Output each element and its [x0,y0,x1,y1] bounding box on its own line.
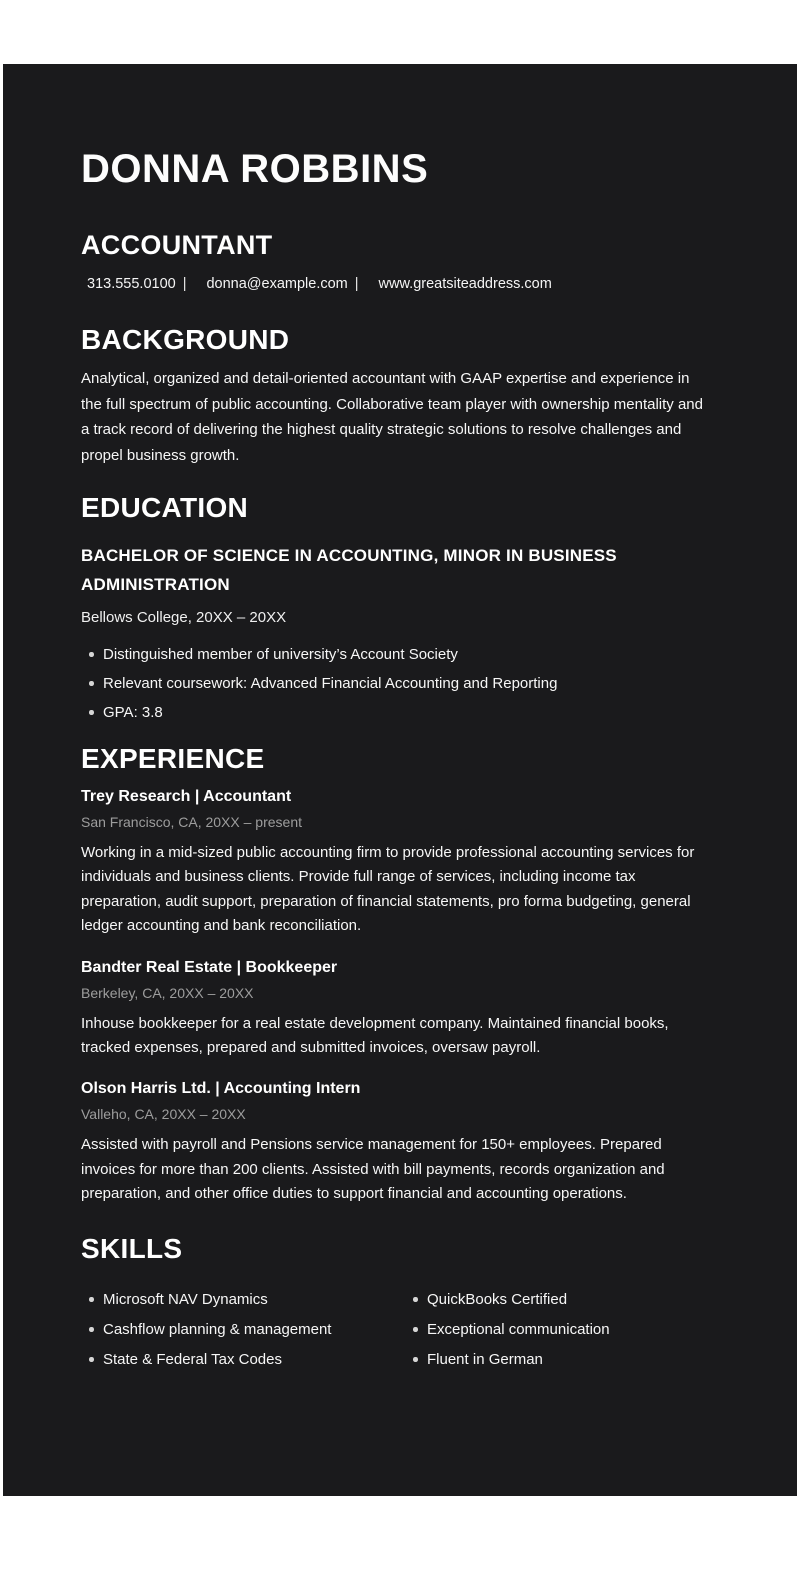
list-item: QuickBooks Certified [405,1285,713,1315]
list-item: GPA: 3.8 [81,698,713,727]
job-location-dates: Valleho, CA, 20XX – 20XX [81,1106,246,1123]
phone-number: 313.555.0100 [87,276,176,292]
list-item: Cashflow planning & management [81,1315,389,1345]
skills-heading: SKILLS [81,1232,183,1264]
skills-section [81,1232,719,1375]
website-url: www.greatsiteaddress.com [378,276,552,292]
list-item: Distinguished member of university’s Account Society [81,640,713,669]
job-title-company: Olson Harris Ltd. | Accounting Intern [81,1080,361,1098]
job-location-dates: Berkeley, CA, 20XX – 20XX [81,984,254,1001]
list-item: Microsoft NAV Dynamics [81,1285,389,1315]
education-bullet-list [81,640,713,727]
school-and-dates: Bellows College, 20XX – 20XX [81,609,287,626]
background-heading: BACKGROUND [81,324,290,355]
degree-title: BACHELOR OF SCIENCE IN ACCOUNTING, MINOR IN BUSINESS ADMINISTRATION [81,546,617,594]
job-title-company: Bandter Real Estate | Bookkeeper [81,958,338,976]
contact-separator: | [182,276,187,292]
education-section [81,494,719,727]
candidate-role-heading: ACCOUNTANT [81,230,273,260]
job-title-company: Trey Research | Accountant [81,788,292,805]
job-description: Inhouse bookkeeper for a real estate development company. Maintained financial books, tracked expenses, prepared and submitted invoices, oversaw payroll. [81,1014,669,1057]
background-summary: Analytical, organized and detail-oriented accountant with GAAP expertise and experience in the full spectrum of public accounting. Collaborative team player with ownership mentality and a track record of delivering the highest quality strategic solutions to resolve challenges and propel business growth. [81,370,703,464]
list-item: Fluent in German [405,1345,713,1375]
background-section [81,326,719,468]
email-address: donna@example.com [206,276,348,292]
list-item: Relevant coursework: Advanced Financial Accounting and Reporting [81,669,713,698]
job-description: Working in a mid-sized public accounting firm to provide professional accounting services for individuals and business clients. Provide full range of services, including income tax preparation, audit support, preparation of financial statements, pro forma budgeting, general ledger accounting and bank reconciliation. [81,844,695,935]
resume-page [3,64,797,1496]
skills-list [81,1285,713,1375]
education-heading: EDUCATION [81,492,249,523]
job-entry [81,788,719,939]
experience-heading: EXPERIENCE [81,743,265,774]
contact-line [87,276,719,293]
candidate-name: DONNA ROBBINS [81,147,429,191]
job-entry [81,1080,719,1206]
job-entry [81,959,719,1061]
list-item: State & Federal Tax Codes [81,1345,389,1375]
contact-separator: | [354,276,359,292]
list-item: Exceptional communication [405,1315,713,1345]
experience-section [81,745,719,1207]
job-description: Assisted with payroll and Pensions service management for 150+ employees. Prepared invoices for more than 200 clients. Assisted with bill payments, records organization and preparation, and other office duties to support financial and accounting operations. [81,1136,665,1203]
job-location-dates: San Francisco, CA, 20XX – present [81,814,302,830]
